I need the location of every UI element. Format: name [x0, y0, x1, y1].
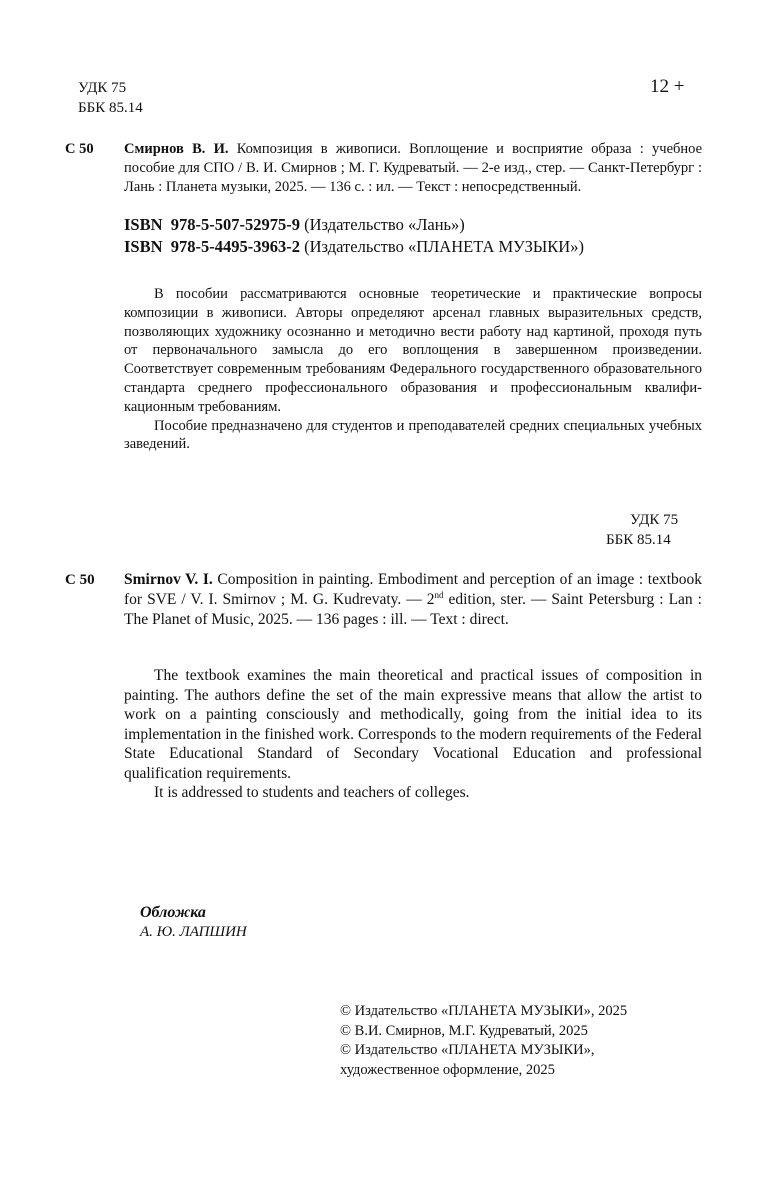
- copyright-block: [340, 1002, 627, 1080]
- ru-abstract-p1: В пособии рассматриваются основные теоретические и практические вопросы композиции в живописи. Авторы определяют арсенал главных выразительных средств, позволяющих художнику осознанно и методично вести работу над картиной, проходя путь от первоначального замысла до его воплощения в завершенном произведении. Соответствует современным требованиям Федерального государственного образовательного стандарта среднего профессионального образования и профессиональным квалификационным требованиям.: [124, 286, 702, 415]
- en-entry-author: Smirnov V. I.: [124, 571, 213, 588]
- isbn-line-1: [124, 214, 465, 236]
- en-abstract: [124, 666, 702, 803]
- cover-title: Обложка: [140, 904, 206, 921]
- en-abstract-p1: The textbook examines the main theoretical and practical issues of composition in painting. The authors define the set of the main expressive means that allow the artist to work on a painting consciously and methodically, going from the initial idea to its implementation in the finished work. Corresponds to the modern requirements of the Federal State Educational Standard of Secondary Vocational Education and professional qualification requirements.: [124, 667, 702, 782]
- copyright-line-2: © В.И. Смирнов, М.Г. Кудреватый, 2025: [340, 1022, 588, 1039]
- copyright-line-3: © Издательство «ПЛАНЕТА МУЗЫКИ»,: [340, 1042, 595, 1058]
- ru-abstract: [124, 285, 702, 454]
- ru-entry-code: С 50: [65, 141, 94, 157]
- isbn-label: ISBN: [124, 237, 163, 256]
- bbk-code: ББК 85.14: [78, 100, 143, 116]
- en-entry-text-after: edition, ster. — Saint Petersburg : Lan : The Planet of Music, 2025. — 136 pages : ill. — Text : direct.: [124, 591, 702, 628]
- ru-entry-author: Смирнов В. И.: [124, 141, 229, 157]
- en-entry-code: С 50: [65, 572, 95, 588]
- age-rating: 12 +: [650, 76, 685, 97]
- en-entry: [124, 570, 702, 630]
- en-bbk-code: ББК 85.14: [606, 532, 671, 548]
- isbn-label: ISBN: [124, 215, 163, 234]
- isbn-publisher: (Издательство «ПЛАНЕТА МУЗЫКИ»): [304, 237, 584, 256]
- udk-code: УДК 75: [78, 80, 127, 96]
- en-udk-code: УДК 75: [630, 512, 679, 528]
- en-entry-sup: nd: [434, 589, 444, 600]
- ru-entry-text: Композиция в живописи. Воплощение и восприятие образа : учебное пособие для СПО / В. И. Смирнов ; М. Г. Кудреватый. — 2-е изд., стер. — Санкт-Петербург : Лань : Планета музыки, 2025. — 136 с. : ил. — Текст : непосредственный.: [124, 141, 703, 195]
- ru-abstract-p2: Пособие предназначено для студентов и преподавателей средних специальных учебных заведений.: [124, 417, 702, 453]
- copyright-line-1: © Издательство «ПЛАНЕТА МУЗЫКИ», 2025: [340, 1003, 628, 1019]
- isbn-number: 978-5-4495-3963-2: [170, 237, 301, 256]
- isbn-number: 978-5-507-52975-9: [170, 215, 301, 234]
- copyright-line-4: художественное оформление, 2025: [340, 1061, 555, 1078]
- cover-artist: А. Ю. ЛАПШИН: [140, 924, 247, 940]
- en-entry-text: Composition in painting. Embodiment and perception of an image : textbook for SVE / V. I. Smirnov ; M. G. Kudrevaty. — 2: [124, 571, 703, 608]
- isbn-publisher: (Издательство «Лань»): [304, 215, 465, 234]
- en-abstract-p2: It is addressed to students and teachers of colleges.: [154, 784, 470, 801]
- isbn-line-2: [124, 236, 584, 258]
- ru-entry: [124, 140, 702, 196]
